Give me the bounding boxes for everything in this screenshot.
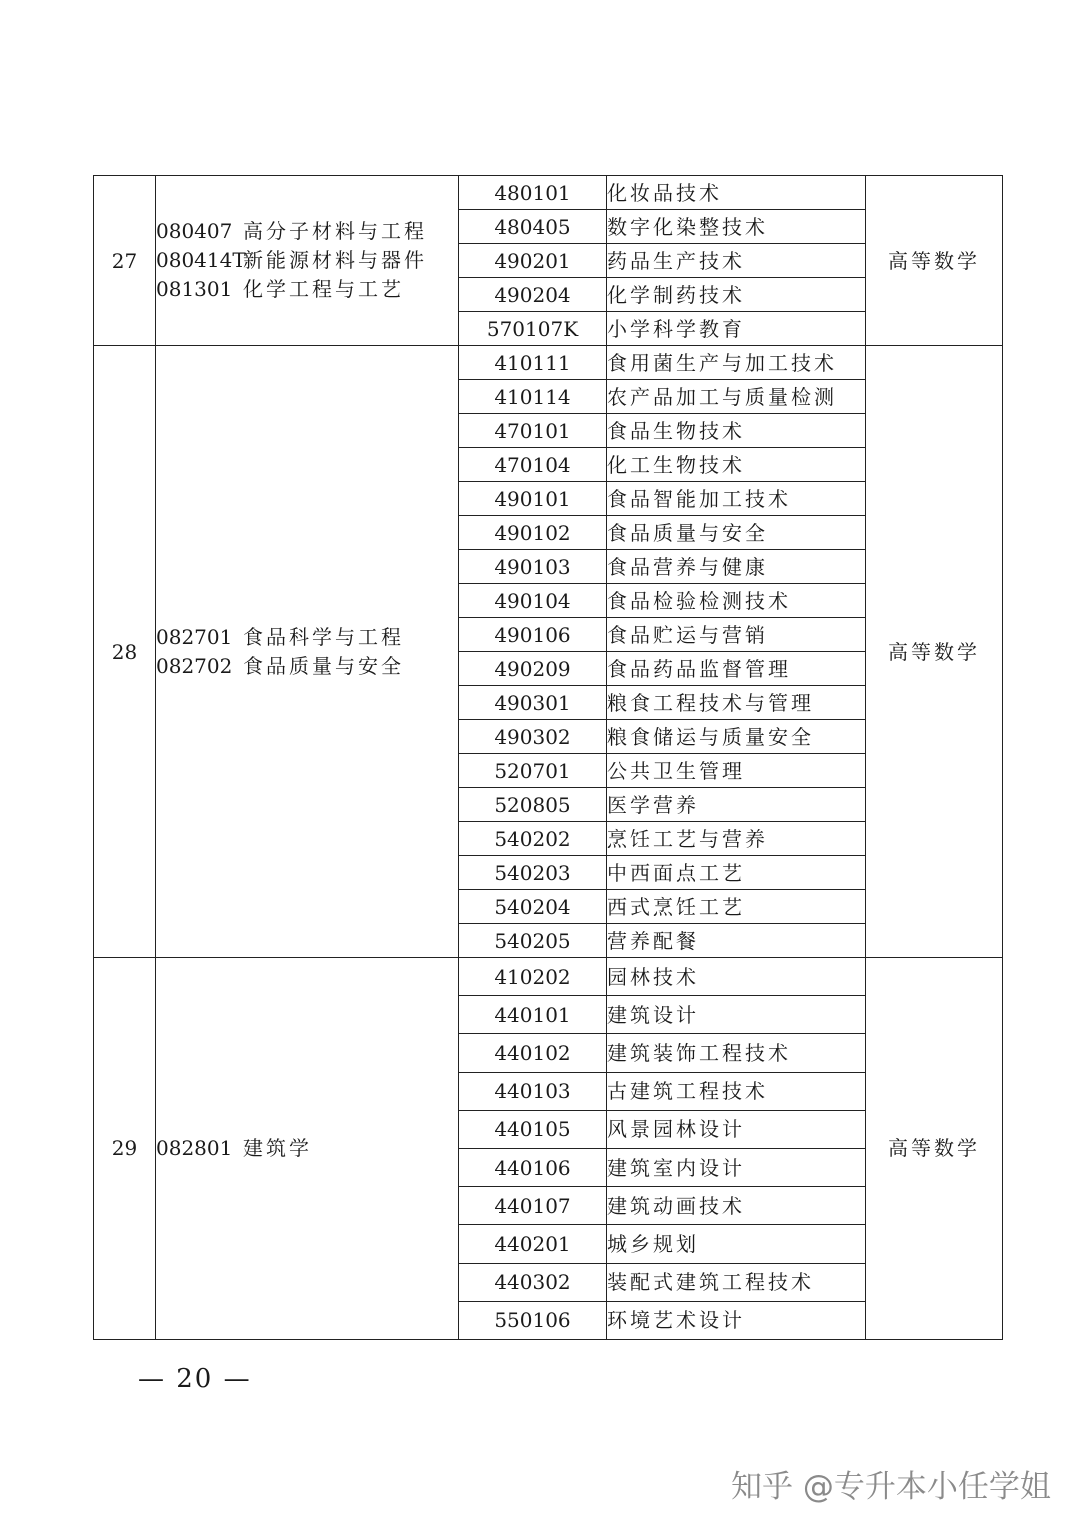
vocational-major-name: 城乡规划 [607, 1225, 866, 1263]
undergrad-majors-cell [156, 176, 459, 346]
vocational-major-code: 470104 [459, 448, 607, 482]
vocational-major-code: 540205 [459, 924, 607, 958]
vocational-major-name: 公共卫生管理 [607, 754, 866, 788]
undergrad-major-name: 化学工程与工艺 [243, 277, 404, 301]
undergrad-major-code: 082701 [156, 624, 233, 649]
vocational-major-name: 食品生物技术 [607, 414, 866, 448]
vocational-major-code: 490302 [459, 720, 607, 754]
undergrad-major-code: 080407 [156, 219, 233, 243]
row-number: 27 [94, 176, 156, 346]
undergrad-major-code: 081301 [156, 277, 233, 301]
undergrad-major-code: 080414T [156, 248, 246, 272]
vocational-major-name: 化工生物技术 [607, 448, 866, 482]
undergrad-majors-cell [156, 958, 459, 1340]
table-row [94, 958, 1003, 996]
undergrad-major [156, 652, 458, 681]
vocational-major-name: 医学营养 [607, 788, 866, 822]
vocational-major-code: 570107K [459, 312, 607, 346]
row-number: 29 [94, 958, 156, 1340]
vocational-major-name: 化妆品技术 [607, 176, 866, 210]
undergrad-major-name: 食品科学与工程 [243, 624, 404, 649]
vocational-major-name: 风景园林设计 [607, 1110, 866, 1148]
vocational-major-name: 小学科学教育 [607, 312, 866, 346]
undergrad-major [156, 275, 458, 304]
vocational-major-code: 520701 [459, 754, 607, 788]
vocational-major-name: 中西面点工艺 [607, 856, 866, 890]
vocational-major-code: 540202 [459, 822, 607, 856]
vocational-major-name: 食品营养与健康 [607, 550, 866, 584]
vocational-major-code: 490104 [459, 584, 607, 618]
vocational-major-name: 建筑动画技术 [607, 1187, 866, 1225]
vocational-major-code: 440105 [459, 1110, 607, 1148]
undergrad-major-name: 建筑学 [243, 1135, 312, 1160]
vocational-major-name: 药品生产技术 [607, 244, 866, 278]
vocational-major-code: 490102 [459, 516, 607, 550]
vocational-major-name: 建筑设计 [607, 996, 866, 1034]
vocational-major-code: 540203 [459, 856, 607, 890]
vocational-major-code: 490209 [459, 652, 607, 686]
vocational-major-code: 440106 [459, 1148, 607, 1186]
vocational-major-name: 营养配餐 [607, 924, 866, 958]
vocational-major-name: 食品贮运与营销 [607, 618, 866, 652]
exam-subject: 高等数学 [866, 958, 1003, 1340]
vocational-major-name: 化学制药技术 [607, 278, 866, 312]
vocational-major-name: 农产品加工与质量检测 [607, 380, 866, 414]
undergrad-major [156, 623, 458, 652]
table-body [94, 176, 1003, 1340]
vocational-major-code: 410202 [459, 958, 607, 996]
vocational-major-name: 烹饪工艺与营养 [607, 822, 866, 856]
vocational-major-code: 440102 [459, 1034, 607, 1072]
undergrad-major [156, 246, 458, 275]
vocational-major-name: 装配式建筑工程技术 [607, 1263, 866, 1301]
vocational-major-code: 440302 [459, 1263, 607, 1301]
vocational-major-code: 440201 [459, 1225, 607, 1263]
vocational-major-code: 490301 [459, 686, 607, 720]
vocational-major-name: 古建筑工程技术 [607, 1072, 866, 1110]
vocational-major-code: 490101 [459, 482, 607, 516]
vocational-major-name: 食品质量与安全 [607, 516, 866, 550]
vocational-major-code: 440107 [459, 1187, 607, 1225]
row-number: 28 [94, 346, 156, 958]
undergrad-major-name: 食品质量与安全 [243, 653, 404, 678]
vocational-major-name: 环境艺术设计 [607, 1301, 866, 1339]
page-number: — 20 — [138, 1364, 252, 1394]
vocational-major-code: 520805 [459, 788, 607, 822]
vocational-major-code: 440101 [459, 996, 607, 1034]
vocational-major-name: 建筑装饰工程技术 [607, 1034, 866, 1072]
vocational-major-code: 440103 [459, 1072, 607, 1110]
vocational-major-name: 建筑室内设计 [607, 1148, 866, 1186]
undergrad-major-name: 新能源材料与器件 [243, 248, 427, 272]
vocational-major-name: 园林技术 [607, 958, 866, 996]
vocational-major-name: 食品智能加工技术 [607, 482, 866, 516]
vocational-major-code: 550106 [459, 1301, 607, 1339]
vocational-major-code: 410114 [459, 380, 607, 414]
undergrad-major [156, 217, 458, 246]
exam-subject: 高等数学 [866, 176, 1003, 346]
vocational-major-name: 食品药品监督管理 [607, 652, 866, 686]
table-row [94, 346, 1003, 380]
vocational-major-code: 410111 [459, 346, 607, 380]
vocational-major-code: 540204 [459, 890, 607, 924]
vocational-major-code: 490103 [459, 550, 607, 584]
table-row [94, 176, 1003, 210]
vocational-major-code: 480405 [459, 210, 607, 244]
vocational-major-code: 470101 [459, 414, 607, 448]
vocational-major-name: 食用菌生产与加工技术 [607, 346, 866, 380]
vocational-major-name: 数字化染整技术 [607, 210, 866, 244]
undergrad-major-name: 高分子材料与工程 [243, 219, 427, 243]
vocational-major-code: 490204 [459, 278, 607, 312]
vocational-major-name: 西式烹饪工艺 [607, 890, 866, 924]
watermark: 知乎 @专升本小任学姐 [731, 1469, 1051, 1505]
undergrad-majors-cell [156, 346, 459, 958]
vocational-major-code: 490201 [459, 244, 607, 278]
vocational-major-code: 490106 [459, 618, 607, 652]
vocational-major-name: 粮食工程技术与管理 [607, 686, 866, 720]
major-correspondence-table [93, 175, 1003, 1340]
vocational-major-name: 食品检验检测技术 [607, 584, 866, 618]
undergrad-major-code: 082702 [156, 653, 233, 678]
exam-subject: 高等数学 [866, 346, 1003, 958]
undergrad-major [156, 1134, 458, 1163]
vocational-major-name: 粮食储运与质量安全 [607, 720, 866, 754]
vocational-major-code: 480101 [459, 176, 607, 210]
undergrad-major-code: 082801 [156, 1135, 233, 1160]
